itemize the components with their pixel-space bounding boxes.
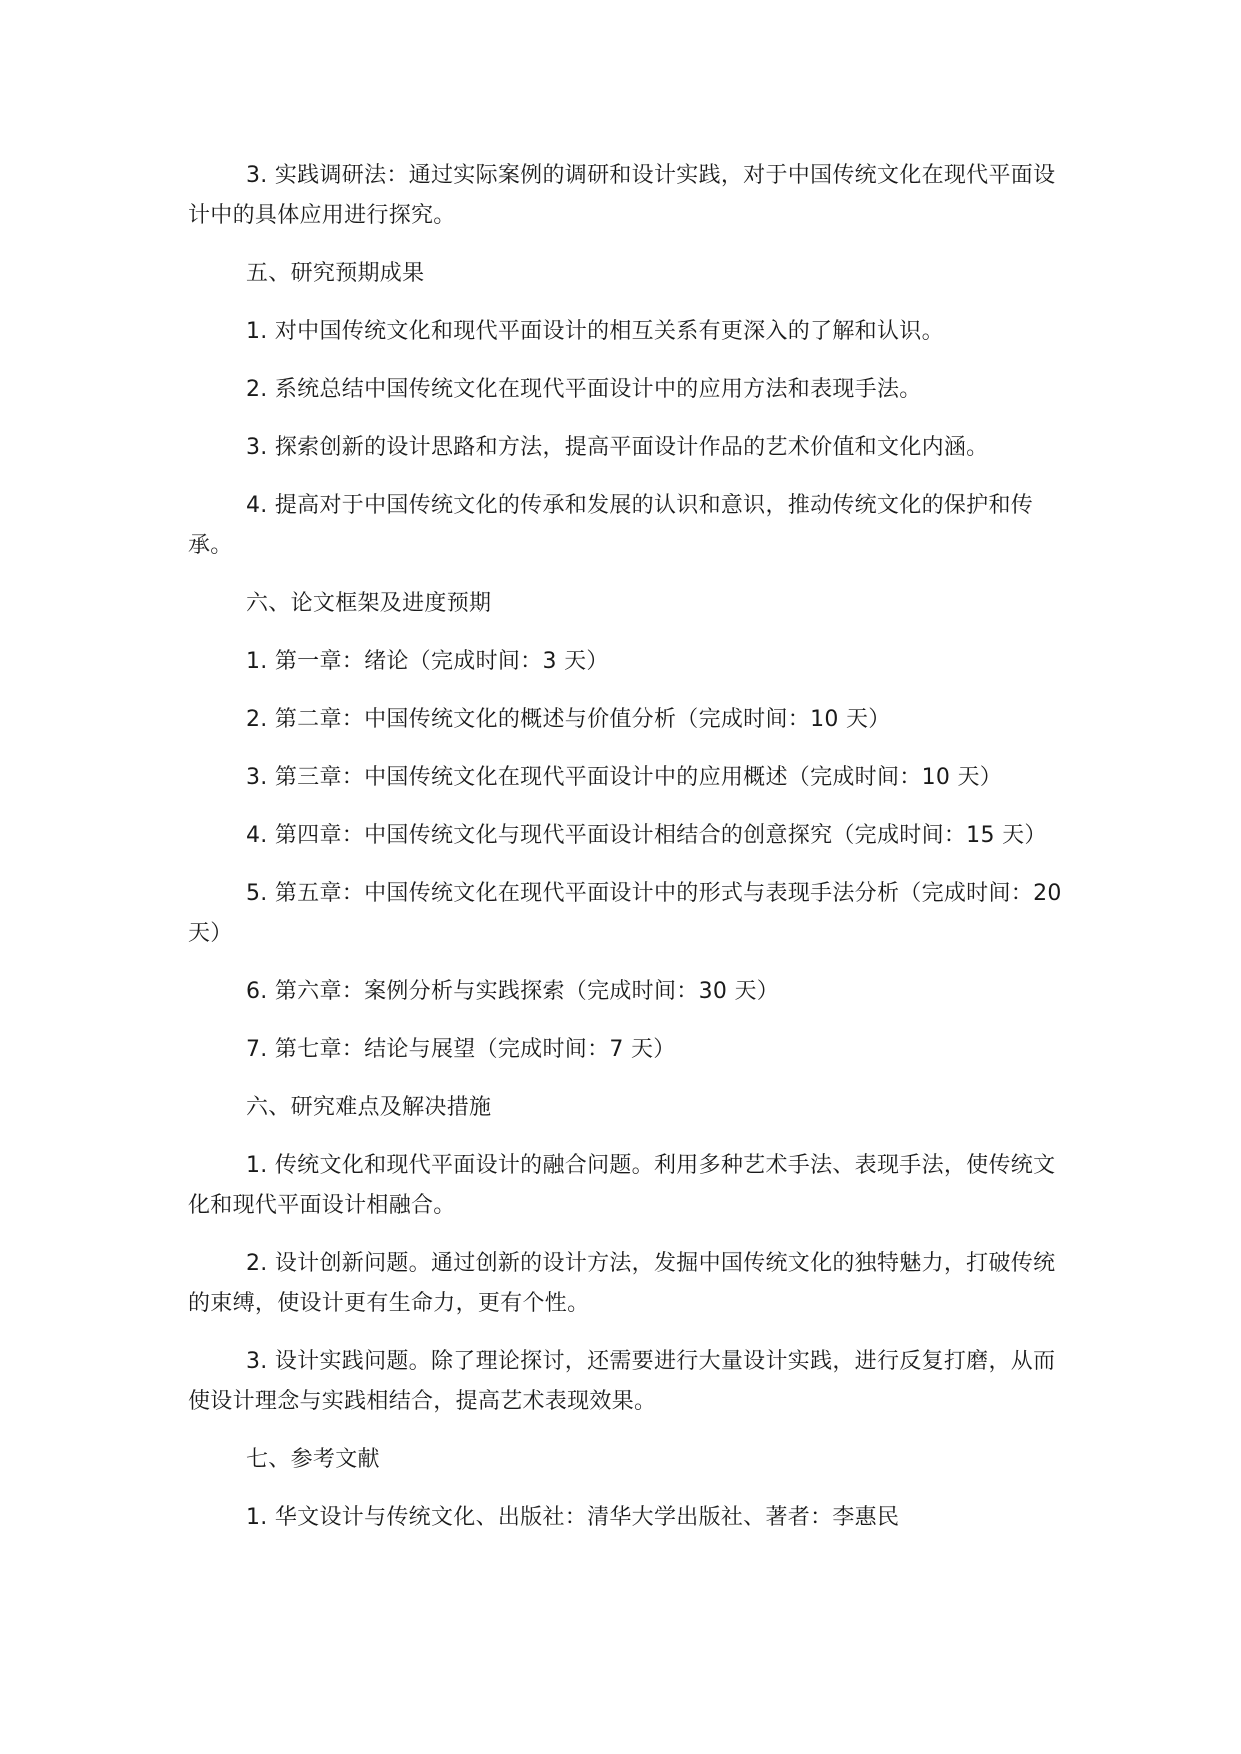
paragraph-chapter-4: 4. 第四章：中国传统文化与现代平面设计相结合的创意探究（完成时间：15 天） bbox=[246, 823, 1047, 848]
paragraph-result-2: 2. 系统总结中国传统文化在现代平面设计中的应用方法和表现手法。 bbox=[246, 377, 922, 402]
paragraph-difficulty-1: 1. 传统文化和现代平面设计的融合问题。利用多种艺术手法、表现手法，使传统文化和现代平面设计相融合。 bbox=[188, 1153, 1056, 1218]
paragraph-result-4: 4. 提高对于中国传统文化的传承和发展的认识和意识，推动传统文化的保护和传承。 bbox=[188, 493, 1034, 558]
document-body bbox=[188, 156, 1068, 1556]
paragraph-chapter-7: 7. 第七章：结论与展望（完成时间：7 天） bbox=[246, 1037, 676, 1062]
section-heading-framework: 六、论文框架及进度预期 bbox=[246, 591, 492, 616]
paragraph-result-3: 3. 探索创新的设计思路和方法，提高平面设计作品的艺术价值和文化内涵。 bbox=[246, 435, 989, 460]
paragraph-chapter-5: 5. 第五章：中国传统文化在现代平面设计中的形式与表现手法分析（完成时间：20 天） bbox=[188, 881, 1062, 946]
paragraph-chapter-6: 6. 第六章：案例分析与实践探索（完成时间：30 天） bbox=[246, 979, 780, 1004]
paragraph-chapter-2: 2. 第二章：中国传统文化的概述与价值分析（完成时间：10 天） bbox=[246, 707, 891, 732]
paragraph-chapter-1: 1. 第一章：绪论（完成时间：3 天） bbox=[246, 649, 609, 674]
paragraph-difficulty-2: 2. 设计创新问题。通过创新的设计方法，发掘中国传统文化的独特魅力，打破传统的束缚，使设计更有生命力，更有个性。 bbox=[188, 1251, 1056, 1316]
section-heading-expected-results: 五、研究预期成果 bbox=[246, 261, 425, 286]
section-heading-difficulties: 六、研究难点及解决措施 bbox=[246, 1095, 492, 1120]
paragraph-method-3: 3. 实践调研法：通过实际案例的调研和设计实践，对于中国传统文化在现代平面设计中的具体应用进行探究。 bbox=[188, 163, 1056, 228]
paragraph-difficulty-3: 3. 设计实践问题。除了理论探讨，还需要进行大量设计实践，进行反复打磨，从而使设计理念与实践相结合，提高艺术表现效果。 bbox=[188, 1349, 1056, 1414]
paragraph-result-1: 1. 对中国传统文化和现代平面设计的相互关系有更深入的了解和认识。 bbox=[246, 319, 944, 344]
paragraph-chapter-3: 3. 第三章：中国传统文化在现代平面设计中的应用概述（完成时间：10 天） bbox=[246, 765, 1003, 790]
paragraph-reference-1: 1. 华文设计与传统文化、出版社：清华大学出版社、著者：李惠民 bbox=[246, 1505, 900, 1530]
section-heading-references: 七、参考文献 bbox=[246, 1447, 380, 1472]
